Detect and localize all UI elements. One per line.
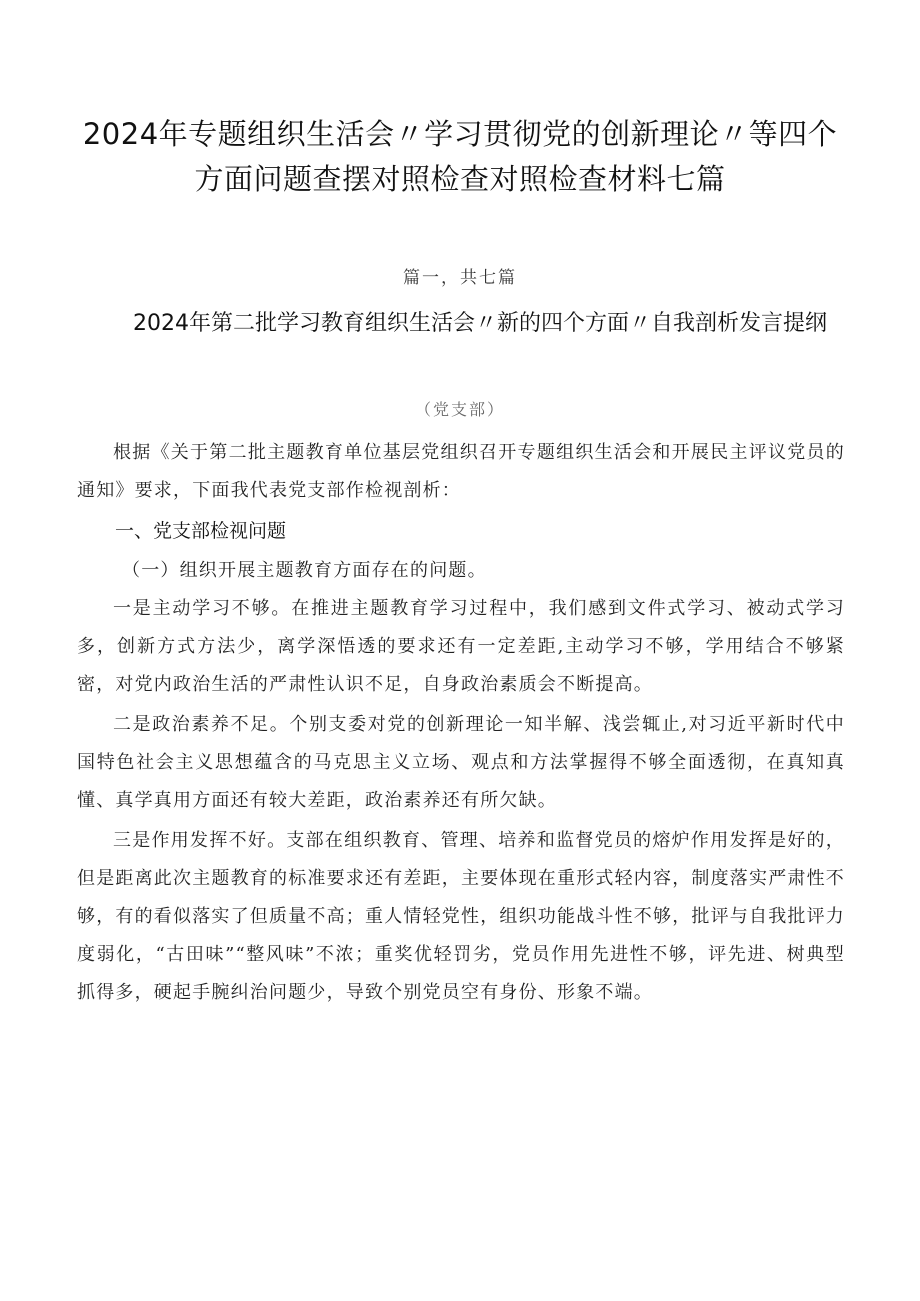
section-title: 2024年第二批学习教育组织生活会〃新的四个方面〃自我剖析发言提纲 <box>133 311 827 336</box>
subsection-heading: （一）组织开展主题教育方面存在的问题。 <box>122 560 487 581</box>
part-label: 篇一，共七篇 <box>403 268 517 288</box>
point-paragraph-2: 二是政治素养不足。个别支委对党的创新理论一知半解、浅尝辄止,对习近平新时代中国特色社会主义思想蕴含的马克思主义立场、观点和方法掌握得不够全面透彻，在真知真懂、真学真用方面还有较大差距，政治素养还有所欠缺。 <box>77 714 845 811</box>
point-paragraph-1: 一是主动学习不够。在推进主题教育学习过程中，我们感到文件式学习、被动式学习多，创新方式方法少，离学深悟透的要求还有一定差距,主动学习不够，学用结合不够紧密，对党内政治生活的严肃性认识不足，自身政治素质会不断提高。 <box>77 598 845 695</box>
intro-paragraph: 根据《关于第二批主题教育单位基层党组织召开专题组织生活会和开展民主评议党员的通知》要求，下面我代表党支部作检视剖析： <box>77 442 845 501</box>
section-heading: 一、党支部检视问题 <box>115 520 287 542</box>
point-paragraph-3: 三是作用发挥不好。支部在组织教育、管理、培养和监督党员的熔炉作用发挥是好的，但是距离此次主题教育的标准要求还有差距，主要体现在重形式轻内容，制度落实严肃性不够，有的看似落实了但质量不高；重人情轻党性，组织功能战斗性不够，批评与自我批评力度弱化，“古田味”“整风味”不浓；重奖优轻罚劣，党员作用先进性不够，评先进、树典型抓得多，硬起手腕纠治问题少，导致个别党员空有身份、形象不端。 <box>77 830 845 1003</box>
document-title: 2024年专题组织生活会〃学习贯彻党的创新理论〃等四个方面问题查摆对照检查对照检查材料七篇 <box>82 117 838 196</box>
document-body <box>77 434 845 1012</box>
organization-label: （党支部） <box>414 400 505 419</box>
